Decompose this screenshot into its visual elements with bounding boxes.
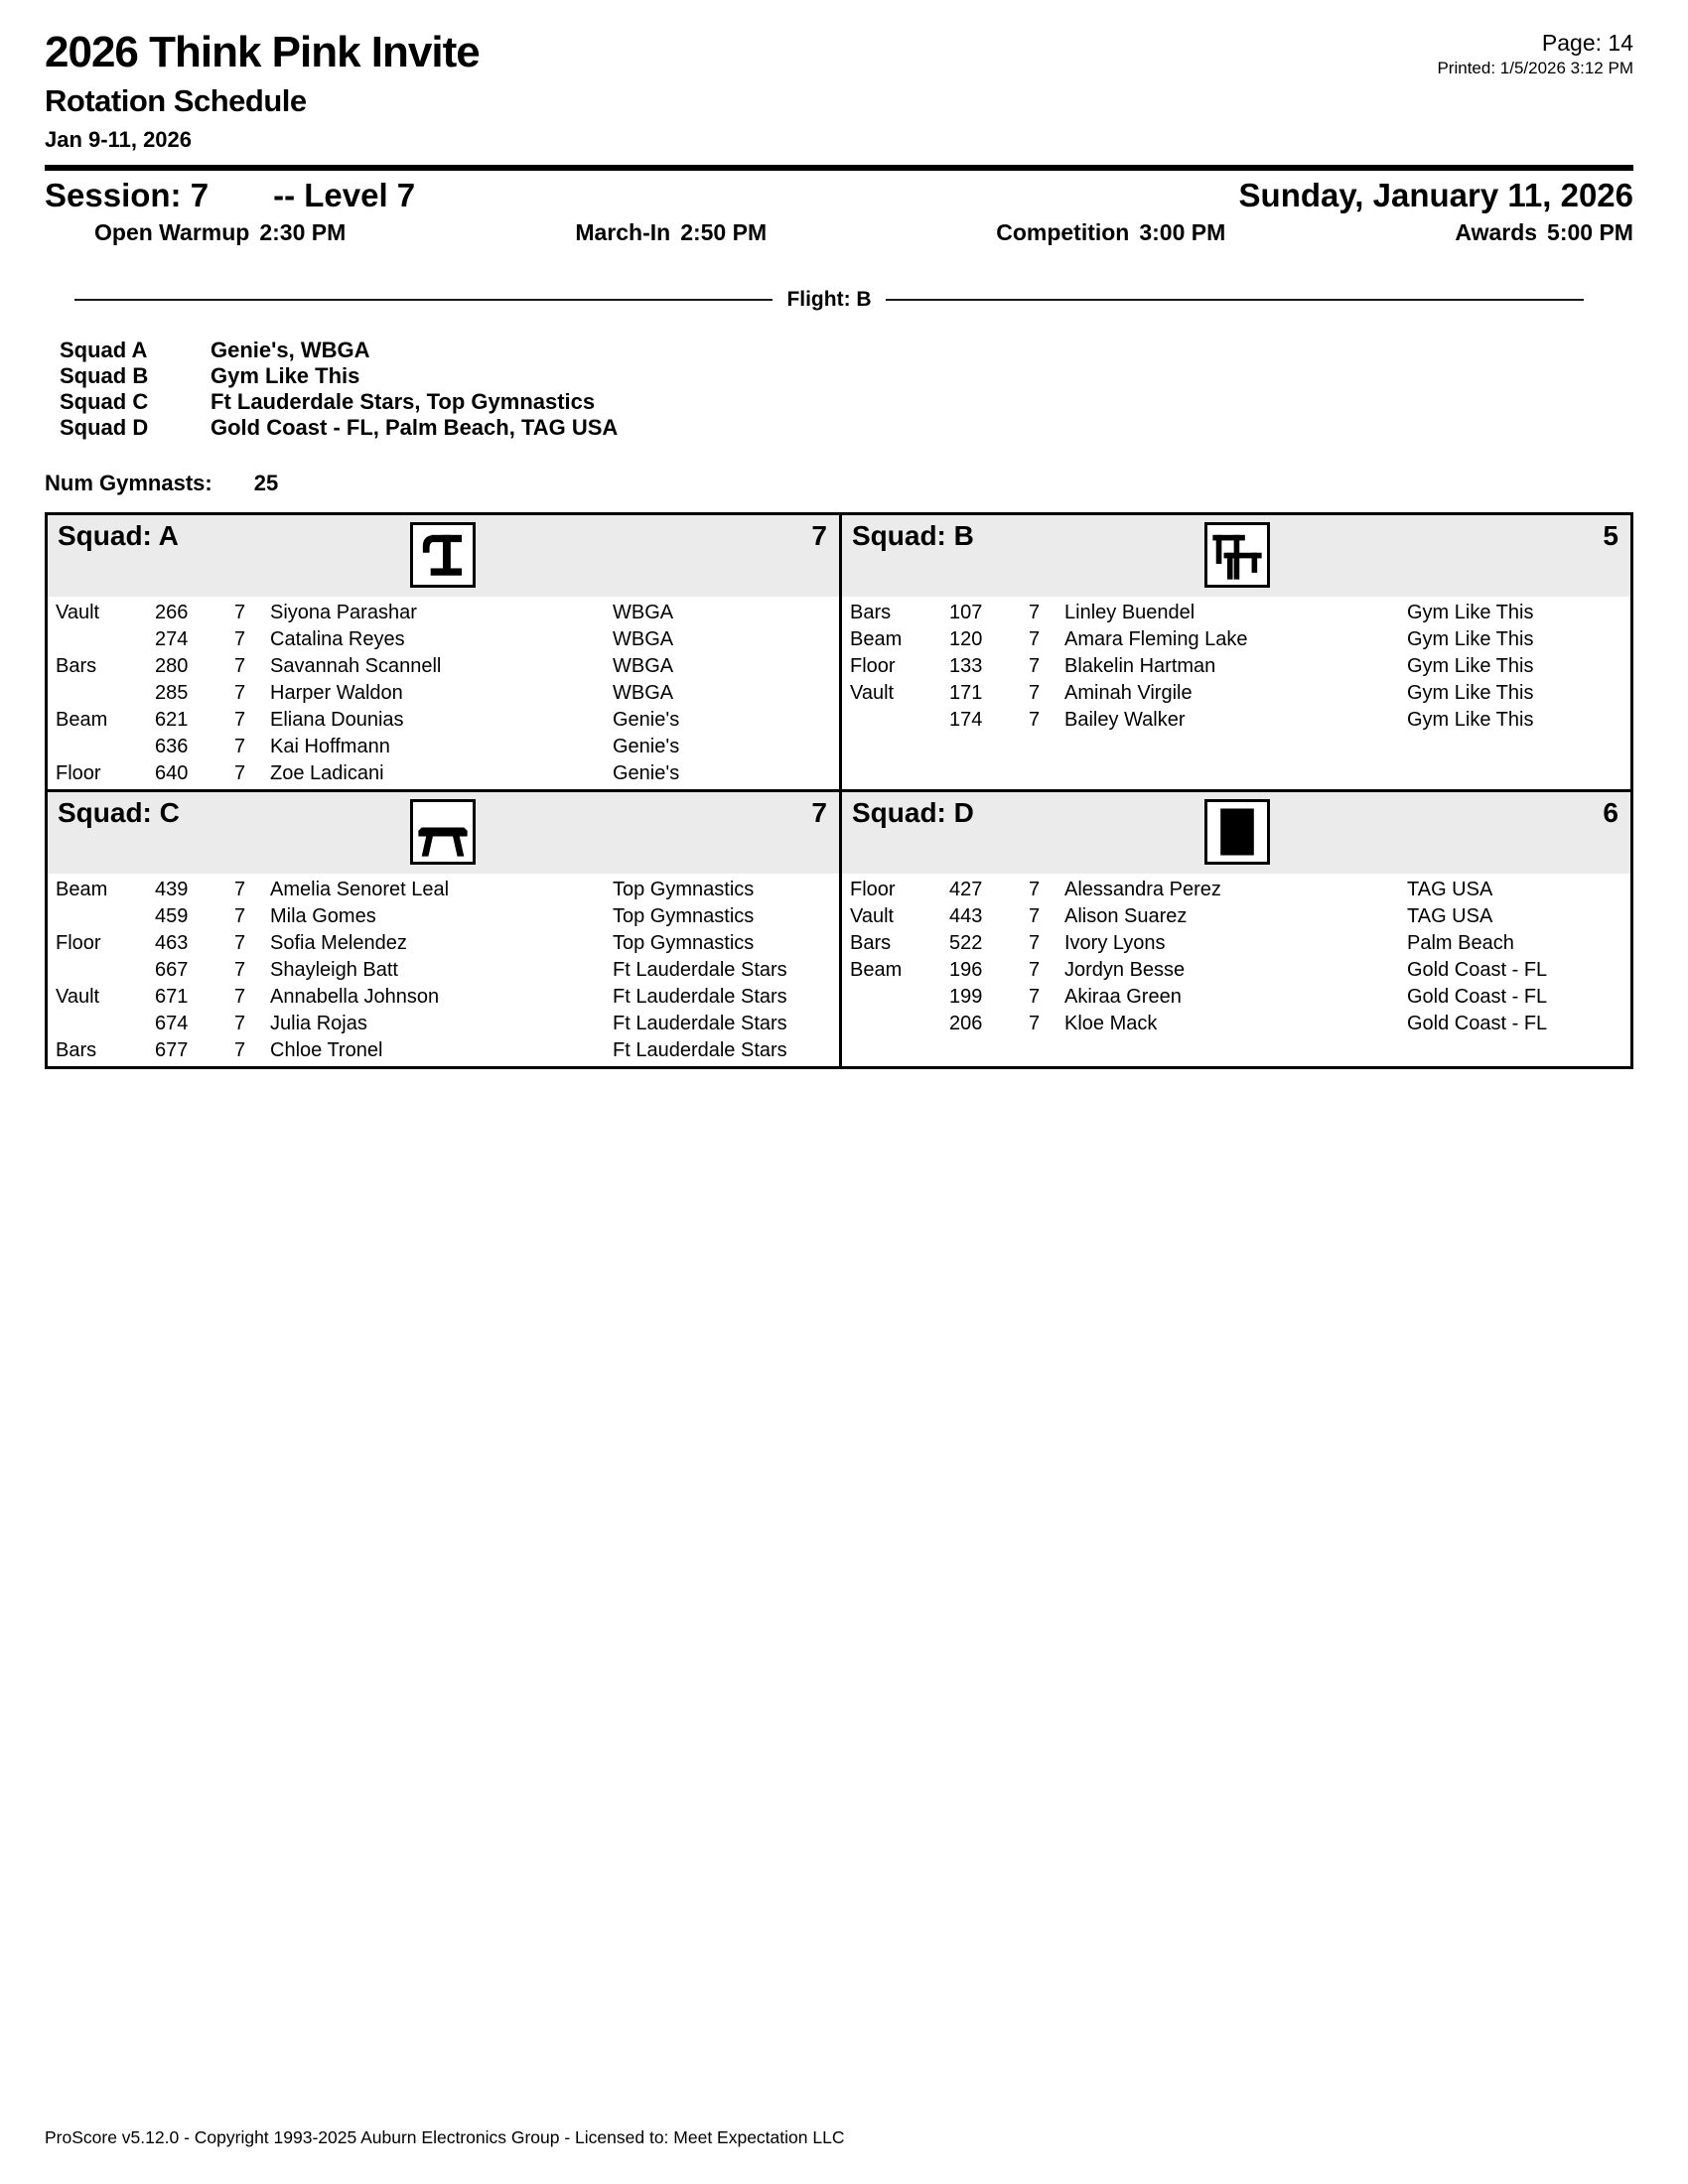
row-num: 199 xyxy=(949,986,983,1008)
meet-title: 2026 Think Pink Invite xyxy=(45,28,480,76)
row-club: Ft Lauderdale Stars xyxy=(613,1013,787,1034)
gymnast-row xyxy=(48,760,839,787)
vault-icon xyxy=(410,522,476,588)
squad-assignment-d xyxy=(60,415,1633,441)
flight-label: Flight: B xyxy=(786,288,872,311)
gymnast-row xyxy=(48,877,839,903)
squad-panel-b xyxy=(839,515,1630,789)
row-level: 7 xyxy=(1029,1013,1041,1034)
num-gymnasts xyxy=(45,471,1633,496)
squad-b-title: Squad: B xyxy=(852,520,974,551)
time-march-in xyxy=(575,219,767,246)
time-label: March-In xyxy=(575,219,671,245)
row-event: Bars xyxy=(56,655,97,677)
row-name: Siyona Parashar xyxy=(270,602,417,623)
row-level: 7 xyxy=(234,959,246,981)
gymnast-row xyxy=(48,1011,839,1037)
gymnast-row xyxy=(842,930,1630,957)
row-name: Aminah Virgile xyxy=(1064,682,1193,704)
row-event: Vault xyxy=(56,602,100,623)
squad-c-rows xyxy=(48,874,839,1066)
squad-panel-a xyxy=(48,515,839,789)
row-event xyxy=(56,957,155,984)
row-num: 667 xyxy=(155,959,189,981)
report-page xyxy=(0,0,1688,1069)
header-left xyxy=(45,28,480,153)
row-event: Bars xyxy=(56,1039,97,1061)
gymnast-row xyxy=(842,707,1630,734)
row-num: 133 xyxy=(949,655,983,677)
squad-d-count: 6 xyxy=(1603,797,1618,828)
squad-assignment-a xyxy=(60,338,1633,363)
row-event: Beam xyxy=(56,879,108,900)
row-event: Vault xyxy=(56,986,100,1008)
squad-assignment-c xyxy=(60,389,1633,415)
time-label: Competition xyxy=(996,219,1130,245)
row-num: 674 xyxy=(155,1013,189,1034)
row-level: 7 xyxy=(234,682,246,704)
divider-rule xyxy=(45,165,1633,171)
row-num: 196 xyxy=(949,959,983,981)
session-date: Sunday, January 11, 2026 xyxy=(1238,177,1633,213)
row-level: 7 xyxy=(234,628,246,650)
session-times xyxy=(45,219,1633,246)
row-name: Alessandra Perez xyxy=(1064,879,1221,900)
row-club: Genie's xyxy=(613,709,680,731)
squad-a-rows xyxy=(48,597,839,789)
row-num: 107 xyxy=(949,602,983,623)
row-name: Annabella Johnson xyxy=(270,986,440,1008)
gymnast-row xyxy=(48,1037,839,1064)
floor-icon xyxy=(1204,799,1270,865)
row-level: 7 xyxy=(234,655,246,677)
gymnast-row xyxy=(842,877,1630,903)
time-value: 2:30 PM xyxy=(259,219,347,245)
row-club: Ft Lauderdale Stars xyxy=(613,986,787,1008)
time-value: 2:50 PM xyxy=(680,219,768,245)
row-num: 443 xyxy=(949,905,983,927)
row-level: 7 xyxy=(234,986,246,1008)
time-open-warmup xyxy=(94,219,346,246)
squad-a-header xyxy=(48,515,839,597)
printed-timestamp: Printed: 1/5/2026 3:12 PM xyxy=(1437,59,1633,77)
row-name: Amelia Senoret Leal xyxy=(270,879,450,900)
row-level: 7 xyxy=(1029,655,1041,677)
gymnast-row xyxy=(842,1011,1630,1037)
row-name: Akiraa Green xyxy=(1064,986,1182,1008)
row-name: Amara Fleming Lake xyxy=(1064,628,1248,650)
time-value: 3:00 PM xyxy=(1139,219,1226,245)
row-event xyxy=(850,984,949,1011)
row-name: Alison Suarez xyxy=(1064,905,1188,927)
session-level: -- Level 7 xyxy=(273,177,416,213)
gymnast-row xyxy=(842,653,1630,680)
squad-c-title: Squad: C xyxy=(58,797,180,828)
squad-c-count: 7 xyxy=(811,797,827,828)
assignment-label: Squad D xyxy=(60,415,149,440)
row-event: Beam xyxy=(56,709,108,731)
row-level: 7 xyxy=(1029,628,1041,650)
time-awards xyxy=(1455,219,1633,246)
row-name: Kai Hoffmann xyxy=(270,736,390,757)
row-level: 7 xyxy=(234,879,246,900)
gymnast-row xyxy=(48,930,839,957)
row-level: 7 xyxy=(234,905,246,927)
row-name: Harper Waldon xyxy=(270,682,403,704)
assignment-teams: Genie's, WBGA xyxy=(211,338,370,362)
row-num: 522 xyxy=(949,932,983,954)
row-level: 7 xyxy=(1029,905,1041,927)
assignment-label: Squad B xyxy=(60,363,149,388)
squad-d-rows xyxy=(842,874,1630,1066)
row-event: Beam xyxy=(850,628,903,650)
footer-license: ProScore v5.12.0 - Copyright 1993-2025 Auburn Electronics Group - Licensed to: Meet Expectation LLC xyxy=(45,2127,845,2147)
row-name: Zoe Ladicani xyxy=(270,762,384,784)
gymnast-row xyxy=(48,626,839,653)
assignment-label: Squad C xyxy=(60,389,149,414)
time-value: 5:00 PM xyxy=(1547,219,1633,245)
row-event: Floor xyxy=(850,879,896,900)
assignment-label: Squad A xyxy=(60,338,148,362)
row-level: 7 xyxy=(234,1013,246,1034)
row-num: 120 xyxy=(949,628,983,650)
row-event xyxy=(56,734,155,760)
num-gymnasts-value: 25 xyxy=(253,471,279,495)
row-event: Bars xyxy=(850,932,892,954)
row-level: 7 xyxy=(1029,986,1041,1008)
row-event xyxy=(56,626,155,653)
row-club: Gym Like This xyxy=(1407,682,1534,704)
num-gymnasts-label: Num Gymnasts: xyxy=(45,471,212,495)
row-num: 636 xyxy=(155,736,189,757)
row-event xyxy=(850,707,949,734)
row-club: TAG USA xyxy=(1407,905,1493,927)
time-competition xyxy=(996,219,1225,246)
gymnast-row xyxy=(842,600,1630,626)
row-club: WBGA xyxy=(613,655,674,677)
row-event: Floor xyxy=(56,762,101,784)
row-name: Savannah Scannell xyxy=(270,655,442,677)
row-club: Gym Like This xyxy=(1407,655,1534,677)
row-level: 7 xyxy=(1029,959,1041,981)
row-club: Genie's xyxy=(613,736,680,757)
row-club: Ft Lauderdale Stars xyxy=(613,959,787,981)
assignment-teams: Ft Lauderdale Stars, Top Gymnastics xyxy=(211,389,596,414)
row-club: WBGA xyxy=(613,682,674,704)
row-level: 7 xyxy=(234,602,246,623)
squad-d-header xyxy=(842,792,1630,874)
row-name: Linley Buendel xyxy=(1064,602,1196,623)
squad-a-count: 7 xyxy=(811,520,827,551)
gymnast-row xyxy=(842,984,1630,1011)
row-name: Eliana Dounias xyxy=(270,709,404,731)
row-club: Gym Like This xyxy=(1407,709,1534,731)
row-event: Floor xyxy=(56,932,101,954)
row-level: 7 xyxy=(234,736,246,757)
row-name: Jordyn Besse xyxy=(1064,959,1186,981)
gymnast-row xyxy=(48,734,839,760)
gymnast-row xyxy=(842,680,1630,707)
session-row xyxy=(45,177,1633,214)
assignment-teams: Gym Like This xyxy=(211,363,360,388)
row-club: Gold Coast - FL xyxy=(1407,1013,1548,1034)
squad-assignment-b xyxy=(60,363,1633,389)
gymnast-row xyxy=(48,957,839,984)
flight-line-left xyxy=(74,299,773,301)
row-num: 621 xyxy=(155,709,189,731)
row-event: Vault xyxy=(850,682,895,704)
row-level: 7 xyxy=(1029,682,1041,704)
report-title: Rotation Schedule xyxy=(45,83,307,118)
row-num: 171 xyxy=(949,682,983,704)
row-name: Shayleigh Batt xyxy=(270,959,398,981)
row-event: Vault xyxy=(850,905,895,927)
rotation-table xyxy=(45,512,1633,1069)
row-level: 7 xyxy=(234,932,246,954)
row-num: 280 xyxy=(155,655,189,677)
header-right xyxy=(1437,28,1633,78)
row-num: 640 xyxy=(155,762,189,784)
row-num: 206 xyxy=(949,1013,983,1034)
row-name: Kloe Mack xyxy=(1064,1013,1158,1034)
squad-assignments xyxy=(60,338,1633,441)
row-num: 274 xyxy=(155,628,189,650)
row-club: Genie's xyxy=(613,762,680,784)
row-event xyxy=(56,1011,155,1037)
time-label: Open Warmup xyxy=(94,219,250,245)
row-club: Gym Like This xyxy=(1407,628,1534,650)
time-label: Awards xyxy=(1455,219,1538,245)
row-event xyxy=(56,903,155,930)
gymnast-row xyxy=(48,680,839,707)
row-level: 7 xyxy=(1029,709,1041,731)
row-event: Floor xyxy=(850,655,896,677)
session-label: Session: 7 xyxy=(45,177,210,213)
row-name: Mila Gomes xyxy=(270,905,376,927)
gymnast-row xyxy=(48,984,839,1011)
row-name: Sofia Melendez xyxy=(270,932,407,954)
squad-panel-c xyxy=(48,789,839,1066)
row-name: Julia Rojas xyxy=(270,1013,367,1034)
flight-line-right xyxy=(886,299,1584,301)
assignment-teams: Gold Coast - FL, Palm Beach, TAG USA xyxy=(211,415,619,440)
row-club: Gym Like This xyxy=(1407,602,1534,623)
row-level: 7 xyxy=(234,1039,246,1061)
squad-a-title: Squad: A xyxy=(58,520,179,551)
row-num: 459 xyxy=(155,905,189,927)
row-name: Bailey Walker xyxy=(1064,709,1186,731)
row-name: Catalina Reyes xyxy=(270,628,405,650)
page-header xyxy=(45,28,1633,153)
row-num: 439 xyxy=(155,879,189,900)
row-num: 463 xyxy=(155,932,189,954)
row-level: 7 xyxy=(1029,932,1041,954)
row-num: 174 xyxy=(949,709,983,731)
row-event xyxy=(850,1011,949,1037)
gymnast-row xyxy=(48,600,839,626)
row-num: 677 xyxy=(155,1039,189,1061)
row-level: 7 xyxy=(1029,602,1041,623)
row-name: Chloe Tronel xyxy=(270,1039,383,1061)
squad-c-header xyxy=(48,792,839,874)
gymnast-row xyxy=(842,626,1630,653)
row-name: Ivory Lyons xyxy=(1064,932,1166,954)
gymnast-row xyxy=(48,653,839,680)
bars-icon xyxy=(1204,522,1270,588)
row-level: 7 xyxy=(1029,879,1041,900)
squad-b-rows xyxy=(842,597,1630,789)
row-num: 671 xyxy=(155,986,189,1008)
row-level: 7 xyxy=(234,762,246,784)
row-club: Palm Beach xyxy=(1407,932,1514,954)
squad-d-title: Squad: D xyxy=(852,797,974,828)
meet-date-range: Jan 9-11, 2026 xyxy=(45,127,193,152)
row-club: Gold Coast - FL xyxy=(1407,986,1548,1008)
row-club: Top Gymnastics xyxy=(613,932,755,954)
row-club: Top Gymnastics xyxy=(613,879,755,900)
row-num: 427 xyxy=(949,879,983,900)
row-event xyxy=(56,680,155,707)
session-title xyxy=(45,177,415,214)
flight-divider xyxy=(74,288,1584,312)
row-club: Ft Lauderdale Stars xyxy=(613,1039,787,1061)
gymnast-row xyxy=(842,957,1630,984)
row-event: Bars xyxy=(850,602,892,623)
row-num: 266 xyxy=(155,602,189,623)
row-club: TAG USA xyxy=(1407,879,1493,900)
row-event: Beam xyxy=(850,959,903,981)
page-number: Page: 14 xyxy=(1541,30,1633,56)
squad-panel-d xyxy=(839,789,1630,1066)
row-num: 285 xyxy=(155,682,189,704)
beam-icon xyxy=(410,799,476,865)
row-club: WBGA xyxy=(613,602,674,623)
squad-b-count: 5 xyxy=(1603,520,1618,551)
row-level: 7 xyxy=(234,709,246,731)
squad-b-header xyxy=(842,515,1630,597)
row-club: WBGA xyxy=(613,628,674,650)
row-club: Gold Coast - FL xyxy=(1407,959,1548,981)
row-name: Blakelin Hartman xyxy=(1064,655,1216,677)
gymnast-row xyxy=(48,903,839,930)
row-club: Top Gymnastics xyxy=(613,905,755,927)
gymnast-row xyxy=(842,903,1630,930)
gymnast-row xyxy=(48,707,839,734)
